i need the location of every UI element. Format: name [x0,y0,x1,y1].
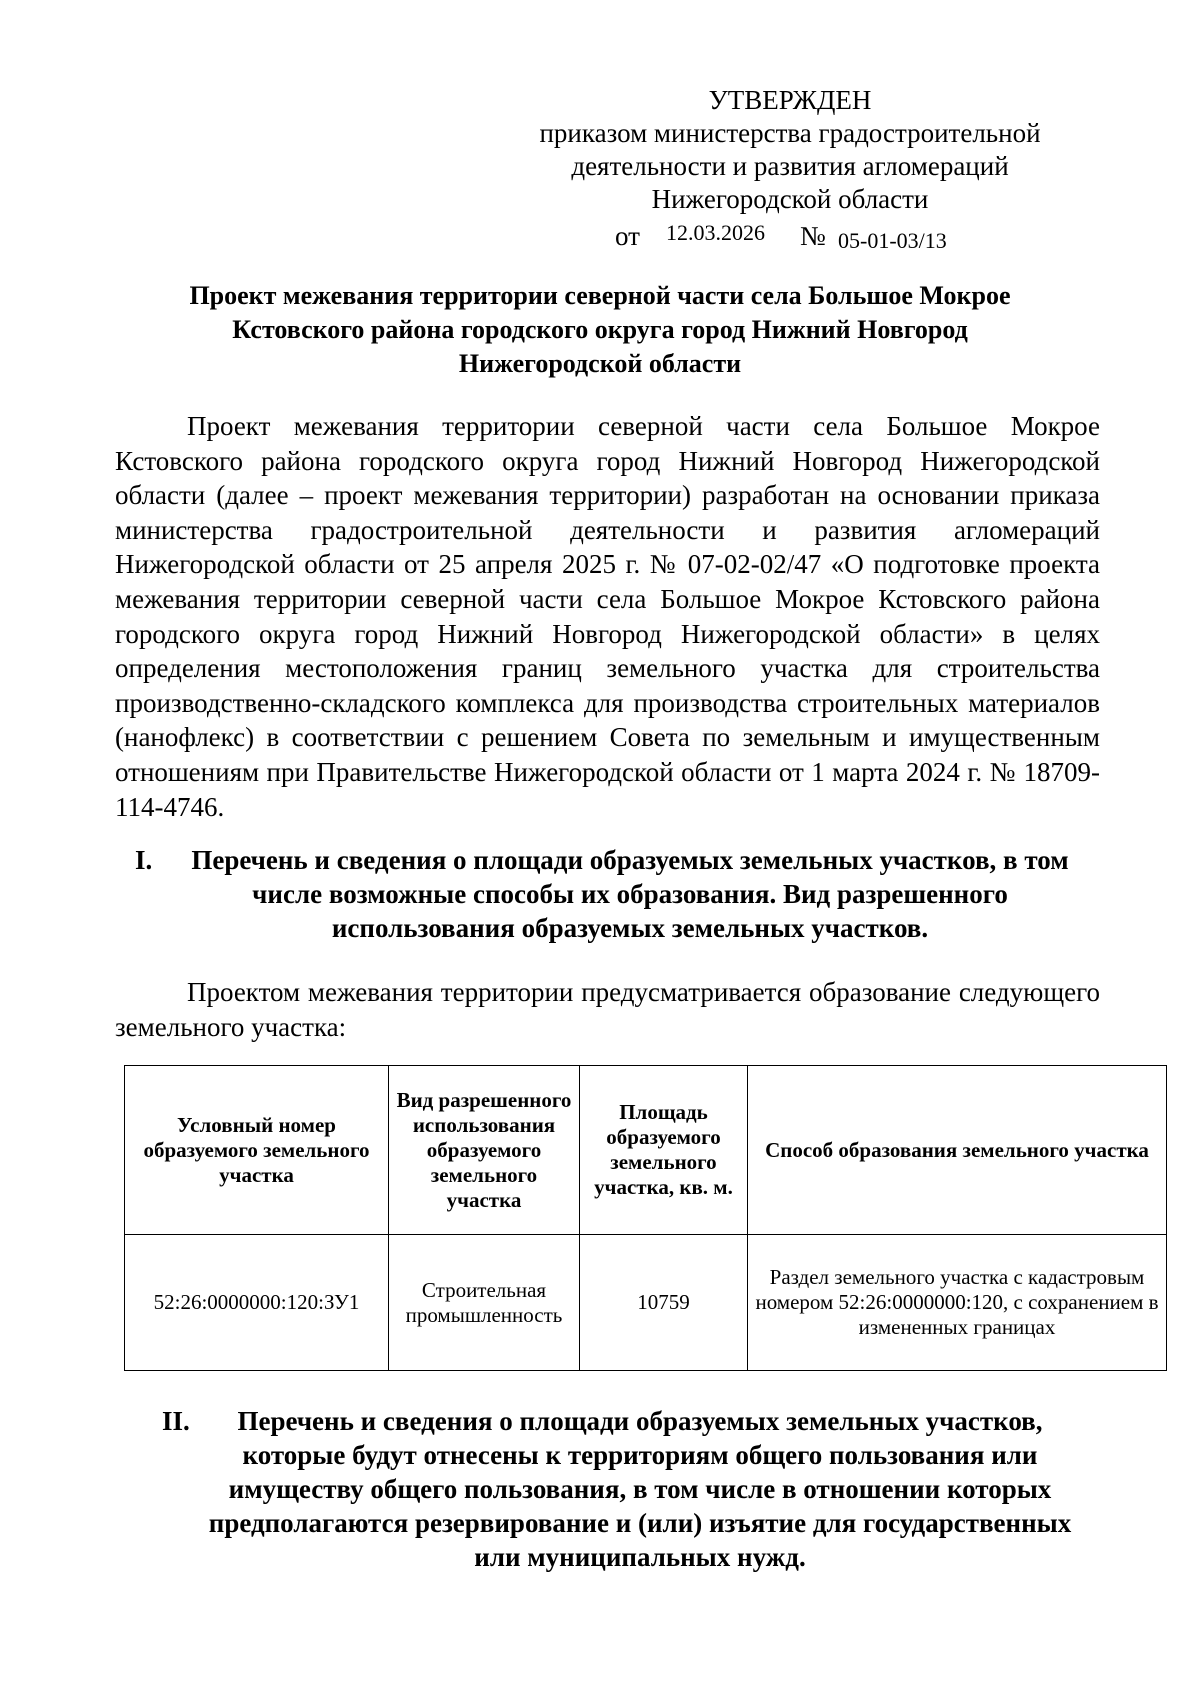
section-2-line-1: Перечень и сведения о площади образуемых земельных участков, [237,1406,1043,1436]
order-number: 05-01-03/13 [838,228,947,253]
order-line [520,216,1060,252]
section-1-line-3: использования образуемых земельных участков. [331,913,929,943]
cell-method: Раздел земельного участка с кадастровым номером 52:26:0000000:120, с сохранением в измененных границах [748,1235,1167,1371]
approval-stamp [520,84,1060,252]
table-header-row [125,1066,1167,1235]
section-1-heading [135,843,1100,945]
approval-title: УТВЕРЖДЕН [708,85,872,115]
intro-paragraph: Проект межевания территории северной части села Большое Мокрое Кстовского района городского округа город Нижний Новгород Нижегородской области (далее – проект межевания территории) разработан на основании приказа министерства градостроительной деятельности и развития агломераций Нижегородской области от 25 апреля 2025 г. № 07-02-02/47 «О подготовке проекта межевания территории северной части села Большое Мокрое Кстовского района городского округа город Нижний Новгород Нижегородской области» в целях определения местоположения границ земельного участка для строительства производственно-складского комплекса для производства строительных материалов (нанофлекс) в соответствии с решением Совета по земельным и имущественным отношениям при Правительстве Нижегородской области от 1 марта 2024 г. № 18709-114-4746. [115,411,1100,822]
section-2-line-5: или муниципальных нужд. [474,1542,806,1572]
header-usage: Вид разрешенного использования образуемого земельного участка [389,1066,580,1235]
approval-line-3: Нижегородской области [651,184,929,214]
section-1-paragraph: Проектом межевания территории предусматривается образование следующего земельного участка: [115,977,1100,1042]
order-number-label: № [800,221,826,251]
section-2-line-3: имуществу общего пользования, в том числе в отношении которых [228,1474,1052,1504]
cell-usage: Строительная промышленность [389,1235,580,1371]
header-area: Площадь образуемого земельного участка, кв. м. [580,1066,748,1235]
title-line-2: Кстовского района городского округа город Нижний Новгород [232,315,968,344]
section-1-line-1: Перечень и сведения о площади образуемых земельных участков, в том [191,845,1069,875]
order-date: 12.03.2026 [666,220,765,245]
section-2-line-2: которые будут отнесены к территориям общего пользования или [242,1440,1038,1470]
cell-plot-number: 52:26:0000000:120:ЗУ1 [125,1235,389,1371]
section-1-line-2: числе возможные способы их образования. Вид разрешенного [252,879,1008,909]
title-line-1: Проект межевания территории северной части села Большое Мокрое [189,281,1011,310]
cell-area: 10759 [580,1235,748,1371]
document-title [110,279,1090,381]
title-line-3: Нижегородской области [458,349,742,378]
approval-line-1: приказом министерства градостроительной [539,118,1041,148]
header-method: Способ образования земельного участка [748,1066,1167,1235]
land-plot-table [124,1065,1167,1371]
order-ot-label: от [615,221,640,251]
table-row [125,1235,1167,1371]
section-2-number: II. [162,1406,190,1436]
section-1-number: I. [135,845,153,875]
section-2-heading [162,1404,1080,1574]
approval-line-2: деятельности и развития агломераций [571,151,1009,181]
section-2-line-4: предполагаются резервирование и (или) изъятие для государственных [208,1508,1072,1538]
header-plot-number: Условный номер образуемого земельного участка [125,1066,389,1235]
